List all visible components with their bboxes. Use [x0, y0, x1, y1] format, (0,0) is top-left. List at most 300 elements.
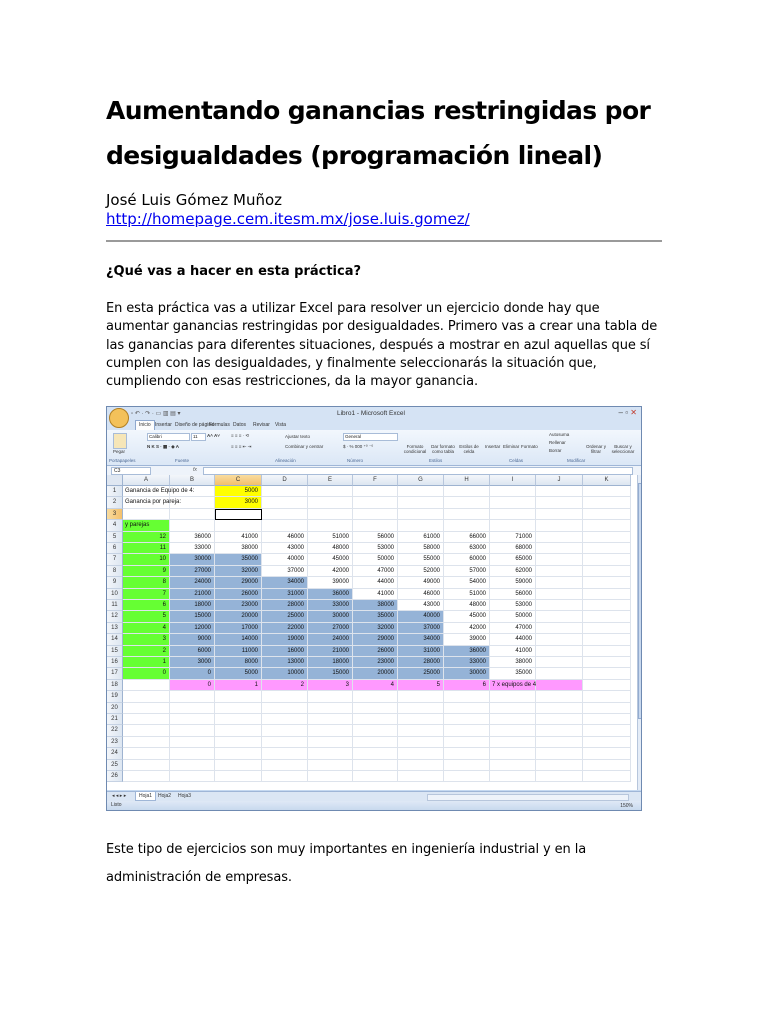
row-header-5[interactable]: 5 — [107, 532, 123, 543]
cell-d15[interactable]: 16000 — [262, 646, 308, 657]
cell-j8[interactable] — [536, 566, 583, 577]
cell-j3[interactable] — [536, 509, 583, 520]
cell-f17[interactable]: 20000 — [353, 668, 398, 679]
row-header-21[interactable]: 21 — [107, 714, 123, 725]
cell-e4[interactable] — [308, 520, 353, 531]
vertical-scrollbar[interactable] — [637, 475, 642, 790]
name-box[interactable]: C3 — [111, 467, 151, 475]
cell-h21[interactable] — [444, 714, 490, 725]
cell-f26[interactable] — [353, 771, 398, 782]
cell-f4[interactable] — [353, 520, 398, 531]
row-header-9[interactable]: 9 — [107, 577, 123, 588]
cell-k17[interactable] — [583, 668, 631, 679]
formula-input[interactable] — [203, 467, 633, 475]
cell-c21[interactable] — [215, 714, 262, 725]
cell-j11[interactable] — [536, 600, 583, 611]
row-header-24[interactable]: 24 — [107, 748, 123, 759]
cell-f5[interactable]: 56000 — [353, 532, 398, 543]
row-header-7[interactable]: 7 — [107, 554, 123, 565]
merge-center-button[interactable]: Combinar y centrar — [285, 444, 324, 449]
cell-i4[interactable] — [490, 520, 536, 531]
cell-g18[interactable]: 5 — [398, 680, 444, 691]
cell-e21[interactable] — [308, 714, 353, 725]
cell-d14[interactable]: 19000 — [262, 634, 308, 645]
cell-f9[interactable]: 44000 — [353, 577, 398, 588]
cell-k24[interactable] — [583, 748, 631, 759]
cell-k26[interactable] — [583, 771, 631, 782]
tab-datos[interactable]: Datos — [233, 422, 247, 428]
column-header-a[interactable]: A — [123, 475, 170, 486]
cell-b25[interactable] — [170, 760, 215, 771]
grow-font-button[interactable]: A˄ A˅ — [207, 433, 220, 438]
cell-styles-button[interactable]: Estilos de celda — [459, 444, 479, 454]
cell-g10[interactable]: 46000 — [398, 589, 444, 600]
cell-j21[interactable] — [536, 714, 583, 725]
clear-button[interactable]: Borrar — [549, 448, 562, 453]
cell-j15[interactable] — [536, 646, 583, 657]
cell-j13[interactable] — [536, 623, 583, 634]
cell-k6[interactable] — [583, 543, 631, 554]
row-header-19[interactable]: 19 — [107, 691, 123, 702]
cell-j25[interactable] — [536, 760, 583, 771]
cell-f21[interactable] — [353, 714, 398, 725]
cell-f20[interactable] — [353, 703, 398, 714]
cell-i17[interactable]: 35000 — [490, 668, 536, 679]
cell-i18[interactable]: 7 x equipos de 4 — [490, 680, 536, 691]
cell-c9[interactable]: 29000 — [215, 577, 262, 588]
cell-k18[interactable] — [583, 680, 631, 691]
cell-a16[interactable]: 1 — [123, 657, 170, 668]
row-header-16[interactable]: 16 — [107, 657, 123, 668]
cell-a13[interactable]: 4 — [123, 623, 170, 634]
cell-d12[interactable]: 25000 — [262, 611, 308, 622]
cell-c4[interactable] — [215, 520, 262, 531]
tab-f-rmulas[interactable]: Fórmulas — [209, 422, 230, 428]
cell-j7[interactable] — [536, 554, 583, 565]
cell-k15[interactable] — [583, 646, 631, 657]
cell-e10[interactable]: 36000 — [308, 589, 353, 600]
cell-g23[interactable] — [398, 737, 444, 748]
cell-i10[interactable]: 56000 — [490, 589, 536, 600]
cell-a24[interactable] — [123, 748, 170, 759]
fill-button[interactable]: Rellenar — [549, 440, 566, 445]
cell-j6[interactable] — [536, 543, 583, 554]
cell-g11[interactable]: 43000 — [398, 600, 444, 611]
cell-a18[interactable] — [123, 680, 170, 691]
cell-f25[interactable] — [353, 760, 398, 771]
align-top-buttons[interactable]: ≡ ≡ ≡ · ⟲ — [231, 433, 250, 438]
sheet-tab-hoja3[interactable]: Hoja3 — [178, 793, 192, 799]
cell-c26[interactable] — [215, 771, 262, 782]
cell-g12[interactable]: 40000 — [398, 611, 444, 622]
select-all-corner[interactable] — [107, 475, 123, 486]
cell-f6[interactable]: 53000 — [353, 543, 398, 554]
cell-i7[interactable]: 65000 — [490, 554, 536, 565]
cell-a6[interactable]: 11 — [123, 543, 170, 554]
cell-a14[interactable]: 3 — [123, 634, 170, 645]
cell-a4[interactable]: y parejas — [123, 520, 170, 531]
cell-g2[interactable] — [398, 497, 444, 508]
cell-j9[interactable] — [536, 577, 583, 588]
cell-h26[interactable] — [444, 771, 490, 782]
cell-e6[interactable]: 48000 — [308, 543, 353, 554]
row-header-18[interactable]: 18 — [107, 680, 123, 691]
cell-k5[interactable] — [583, 532, 631, 543]
cell-d9[interactable]: 34000 — [262, 577, 308, 588]
row-header-25[interactable]: 25 — [107, 760, 123, 771]
cell-g19[interactable] — [398, 691, 444, 702]
cell-h24[interactable] — [444, 748, 490, 759]
maximize-icon[interactable]: ▫ — [625, 408, 629, 417]
cell-j10[interactable] — [536, 589, 583, 600]
cell-g7[interactable]: 55000 — [398, 554, 444, 565]
align-buttons[interactable]: ≡ ≡ ≡ ⇤ ⇥ — [231, 444, 252, 449]
cell-f7[interactable]: 50000 — [353, 554, 398, 565]
cell-i20[interactable] — [490, 703, 536, 714]
row-header-14[interactable]: 14 — [107, 634, 123, 645]
cell-g21[interactable] — [398, 714, 444, 725]
cell-e23[interactable] — [308, 737, 353, 748]
cell-b2[interactable] — [170, 497, 215, 508]
cell-i22[interactable] — [490, 725, 536, 736]
cell-b5[interactable]: 36000 — [170, 532, 215, 543]
cell-g25[interactable] — [398, 760, 444, 771]
cell-k4[interactable] — [583, 520, 631, 531]
cell-g9[interactable]: 49000 — [398, 577, 444, 588]
cell-c11[interactable]: 23000 — [215, 600, 262, 611]
cell-j12[interactable] — [536, 611, 583, 622]
row-header-20[interactable]: 20 — [107, 703, 123, 714]
cell-g26[interactable] — [398, 771, 444, 782]
cell-f10[interactable]: 41000 — [353, 589, 398, 600]
cell-b10[interactable]: 21000 — [170, 589, 215, 600]
cell-f15[interactable]: 26000 — [353, 646, 398, 657]
row-header-4[interactable]: 4 — [107, 520, 123, 531]
cell-d24[interactable] — [262, 748, 308, 759]
cell-c23[interactable] — [215, 737, 262, 748]
cell-k7[interactable] — [583, 554, 631, 565]
cell-f19[interactable] — [353, 691, 398, 702]
cell-d6[interactable]: 43000 — [262, 543, 308, 554]
cell-e11[interactable]: 33000 — [308, 600, 353, 611]
cell-j1[interactable] — [536, 486, 583, 497]
cell-f3[interactable] — [353, 509, 398, 520]
insert-cells-button[interactable]: Insertar — [485, 444, 501, 449]
cell-e1[interactable] — [308, 486, 353, 497]
cell-f1[interactable] — [353, 486, 398, 497]
cell-g3[interactable] — [398, 509, 444, 520]
cell-h14[interactable]: 39000 — [444, 634, 490, 645]
row-header-3[interactable]: 3 — [107, 509, 123, 520]
tab-revisar[interactable]: Revisar — [253, 422, 270, 428]
cell-j5[interactable] — [536, 532, 583, 543]
cell-k16[interactable] — [583, 657, 631, 668]
cell-h10[interactable]: 51000 — [444, 589, 490, 600]
cell-h8[interactable]: 57000 — [444, 566, 490, 577]
cell-d7[interactable]: 40000 — [262, 554, 308, 565]
cell-c6[interactable]: 38000 — [215, 543, 262, 554]
cell-c10[interactable]: 26000 — [215, 589, 262, 600]
cell-e26[interactable] — [308, 771, 353, 782]
cell-a10[interactable]: 7 — [123, 589, 170, 600]
cell-e18[interactable]: 3 — [308, 680, 353, 691]
cell-g6[interactable]: 58000 — [398, 543, 444, 554]
column-header-e[interactable]: E — [308, 475, 353, 486]
cell-g14[interactable]: 34000 — [398, 634, 444, 645]
row-header-2[interactable]: 2 — [107, 497, 123, 508]
cell-c14[interactable]: 14000 — [215, 634, 262, 645]
cell-a8[interactable]: 9 — [123, 566, 170, 577]
row-header-8[interactable]: 8 — [107, 566, 123, 577]
cell-k1[interactable] — [583, 486, 631, 497]
column-header-d[interactable]: D — [262, 475, 308, 486]
cell-a15[interactable]: 2 — [123, 646, 170, 657]
cell-j14[interactable] — [536, 634, 583, 645]
cell-f14[interactable]: 29000 — [353, 634, 398, 645]
cell-d26[interactable] — [262, 771, 308, 782]
cell-e24[interactable] — [308, 748, 353, 759]
cell-k3[interactable] — [583, 509, 631, 520]
cell-c25[interactable] — [215, 760, 262, 771]
cell-i25[interactable] — [490, 760, 536, 771]
cell-e15[interactable]: 21000 — [308, 646, 353, 657]
scroll-thumb[interactable] — [638, 483, 642, 719]
paste-icon[interactable] — [113, 433, 127, 449]
cell-j20[interactable] — [536, 703, 583, 714]
cell-a23[interactable] — [123, 737, 170, 748]
row-header-22[interactable]: 22 — [107, 725, 123, 736]
cell-c18[interactable]: 1 — [215, 680, 262, 691]
author-homepage-link[interactable]: http://homepage.cem.itesm.mx/jose.luis.gomez/ — [106, 210, 470, 228]
column-header-h[interactable]: H — [444, 475, 490, 486]
cell-g22[interactable] — [398, 725, 444, 736]
cell-d20[interactable] — [262, 703, 308, 714]
cell-a2[interactable]: Ganancia por pareja: — [123, 497, 170, 508]
cell-i26[interactable] — [490, 771, 536, 782]
tab-inicio[interactable]: Inicio — [135, 420, 155, 430]
cell-e2[interactable] — [308, 497, 353, 508]
cell-d22[interactable] — [262, 725, 308, 736]
cell-d3[interactable] — [262, 509, 308, 520]
cell-i11[interactable]: 53000 — [490, 600, 536, 611]
cell-h6[interactable]: 63000 — [444, 543, 490, 554]
cell-k2[interactable] — [583, 497, 631, 508]
row-header-23[interactable]: 23 — [107, 737, 123, 748]
cell-d17[interactable]: 10000 — [262, 668, 308, 679]
cell-b4[interactable] — [170, 520, 215, 531]
cell-d21[interactable] — [262, 714, 308, 725]
cell-e5[interactable]: 51000 — [308, 532, 353, 543]
find-select-button[interactable]: Buscar y seleccionar — [611, 444, 635, 454]
cell-d4[interactable] — [262, 520, 308, 531]
cell-c20[interactable] — [215, 703, 262, 714]
cell-i2[interactable] — [490, 497, 536, 508]
cell-g17[interactable]: 25000 — [398, 668, 444, 679]
cell-g15[interactable]: 31000 — [398, 646, 444, 657]
cell-g4[interactable] — [398, 520, 444, 531]
cell-f8[interactable]: 47000 — [353, 566, 398, 577]
cell-b9[interactable]: 24000 — [170, 577, 215, 588]
cell-k10[interactable] — [583, 589, 631, 600]
cell-a7[interactable]: 10 — [123, 554, 170, 565]
cell-d19[interactable] — [262, 691, 308, 702]
row-header-10[interactable]: 10 — [107, 589, 123, 600]
delete-cells-button[interactable]: Eliminar — [503, 444, 520, 449]
cell-a26[interactable] — [123, 771, 170, 782]
cell-k22[interactable] — [583, 725, 631, 736]
cell-c7[interactable]: 35000 — [215, 554, 262, 565]
cell-b16[interactable]: 3000 — [170, 657, 215, 668]
cell-j26[interactable] — [536, 771, 583, 782]
cell-a22[interactable] — [123, 725, 170, 736]
cell-d11[interactable]: 28000 — [262, 600, 308, 611]
cell-a3[interactable] — [123, 509, 170, 520]
cell-e19[interactable] — [308, 691, 353, 702]
cell-b23[interactable] — [170, 737, 215, 748]
cell-j4[interactable] — [536, 520, 583, 531]
cell-h18[interactable]: 6 — [444, 680, 490, 691]
sheet-tab-hoja2[interactable]: Hoja2 — [158, 793, 172, 799]
column-header-k[interactable]: K — [583, 475, 631, 486]
sheet-tab-hoja1[interactable]: Hoja1 — [135, 792, 156, 801]
cell-j24[interactable] — [536, 748, 583, 759]
cell-c15[interactable]: 11000 — [215, 646, 262, 657]
cell-a1[interactable]: Ganancia de Equipo de 4: — [123, 486, 170, 497]
cell-j22[interactable] — [536, 725, 583, 736]
cell-c13[interactable]: 17000 — [215, 623, 262, 634]
cell-g13[interactable]: 37000 — [398, 623, 444, 634]
sort-filter-button[interactable]: Ordenar y filtrar — [585, 444, 606, 454]
cell-g24[interactable] — [398, 748, 444, 759]
cell-h19[interactable] — [444, 691, 490, 702]
cell-a19[interactable] — [123, 691, 170, 702]
fx-icon[interactable]: fx — [193, 467, 197, 473]
cell-b8[interactable]: 27000 — [170, 566, 215, 577]
cell-h2[interactable] — [444, 497, 490, 508]
cell-j17[interactable] — [536, 668, 583, 679]
cell-e8[interactable]: 42000 — [308, 566, 353, 577]
cell-i16[interactable]: 38000 — [490, 657, 536, 668]
cell-c12[interactable]: 20000 — [215, 611, 262, 622]
cell-d16[interactable]: 13000 — [262, 657, 308, 668]
cell-i3[interactable] — [490, 509, 536, 520]
cell-g8[interactable]: 52000 — [398, 566, 444, 577]
cell-e3[interactable] — [308, 509, 353, 520]
cell-k14[interactable] — [583, 634, 631, 645]
cell-e25[interactable] — [308, 760, 353, 771]
cell-d18[interactable]: 2 — [262, 680, 308, 691]
cell-b14[interactable]: 9000 — [170, 634, 215, 645]
cell-i1[interactable] — [490, 486, 536, 497]
cell-e13[interactable]: 27000 — [308, 623, 353, 634]
cell-a21[interactable] — [123, 714, 170, 725]
tab-dise-o-de-p-gina[interactable]: Diseño de página — [175, 422, 214, 428]
cell-h5[interactable]: 66000 — [444, 532, 490, 543]
cell-i8[interactable]: 62000 — [490, 566, 536, 577]
cell-i13[interactable]: 47000 — [490, 623, 536, 634]
wrap-text-button[interactable]: Ajustar texto — [285, 434, 311, 439]
zoom-level[interactable]: 150% — [620, 803, 633, 809]
horizontal-scrollbar[interactable] — [427, 794, 629, 801]
cell-i12[interactable]: 50000 — [490, 611, 536, 622]
cell-d8[interactable]: 37000 — [262, 566, 308, 577]
cell-c22[interactable] — [215, 725, 262, 736]
cell-i14[interactable]: 44000 — [490, 634, 536, 645]
cell-b1[interactable] — [170, 486, 215, 497]
cell-a12[interactable]: 5 — [123, 611, 170, 622]
cell-h22[interactable] — [444, 725, 490, 736]
cell-b13[interactable]: 12000 — [170, 623, 215, 634]
cell-d5[interactable]: 46000 — [262, 532, 308, 543]
cell-j2[interactable] — [536, 497, 583, 508]
cell-h25[interactable] — [444, 760, 490, 771]
cell-f23[interactable] — [353, 737, 398, 748]
bold-italic-underline-buttons[interactable]: N K S · ▦ · ◈ A — [147, 444, 180, 449]
tab-insertar[interactable]: Insertar — [155, 422, 172, 428]
paste-button[interactable]: Pegar — [113, 449, 126, 454]
cell-a25[interactable] — [123, 760, 170, 771]
cell-b15[interactable]: 6000 — [170, 646, 215, 657]
tab-vista[interactable]: Vista — [275, 422, 287, 428]
cell-g5[interactable]: 61000 — [398, 532, 444, 543]
cell-b17[interactable]: 0 — [170, 668, 215, 679]
row-header-17[interactable]: 17 — [107, 668, 123, 679]
cell-b22[interactable] — [170, 725, 215, 736]
autosum-button[interactable]: Autosuma — [549, 432, 570, 437]
cell-g20[interactable] — [398, 703, 444, 714]
cell-h17[interactable]: 30000 — [444, 668, 490, 679]
number-format-select[interactable]: General — [343, 433, 398, 441]
cell-h4[interactable] — [444, 520, 490, 531]
cell-f12[interactable]: 35000 — [353, 611, 398, 622]
cell-c19[interactable] — [215, 691, 262, 702]
cell-a5[interactable]: 12 — [123, 532, 170, 543]
cell-e9[interactable]: 39000 — [308, 577, 353, 588]
cell-j18[interactable] — [536, 680, 583, 691]
cell-d25[interactable] — [262, 760, 308, 771]
cell-e17[interactable]: 15000 — [308, 668, 353, 679]
cell-d10[interactable]: 31000 — [262, 589, 308, 600]
cell-g16[interactable]: 28000 — [398, 657, 444, 668]
cell-k13[interactable] — [583, 623, 631, 634]
cell-b3[interactable] — [170, 509, 215, 520]
cell-a20[interactable] — [123, 703, 170, 714]
cell-h1[interactable] — [444, 486, 490, 497]
font-size-select[interactable]: 11 — [191, 433, 206, 441]
cell-h15[interactable]: 36000 — [444, 646, 490, 657]
cell-e16[interactable]: 18000 — [308, 657, 353, 668]
cell-e22[interactable] — [308, 725, 353, 736]
cell-h9[interactable]: 54000 — [444, 577, 490, 588]
font-name-select[interactable]: Calibri — [147, 433, 190, 441]
cell-h13[interactable]: 42000 — [444, 623, 490, 634]
row-header-15[interactable]: 15 — [107, 646, 123, 657]
format-cells-button[interactable]: Formato — [521, 444, 538, 449]
cell-b18[interactable]: 0 — [170, 680, 215, 691]
cell-b19[interactable] — [170, 691, 215, 702]
cell-k23[interactable] — [583, 737, 631, 748]
cell-e12[interactable]: 30000 — [308, 611, 353, 622]
row-header-1[interactable]: 1 — [107, 486, 123, 497]
cell-f22[interactable] — [353, 725, 398, 736]
column-header-g[interactable]: G — [398, 475, 444, 486]
format-as-table-button[interactable]: Dar formato como tabla — [431, 444, 455, 454]
column-header-f[interactable]: F — [353, 475, 398, 486]
column-header-i[interactable]: I — [490, 475, 536, 486]
column-header-j[interactable]: J — [536, 475, 583, 486]
cell-j16[interactable] — [536, 657, 583, 668]
cell-c17[interactable]: 5000 — [215, 668, 262, 679]
